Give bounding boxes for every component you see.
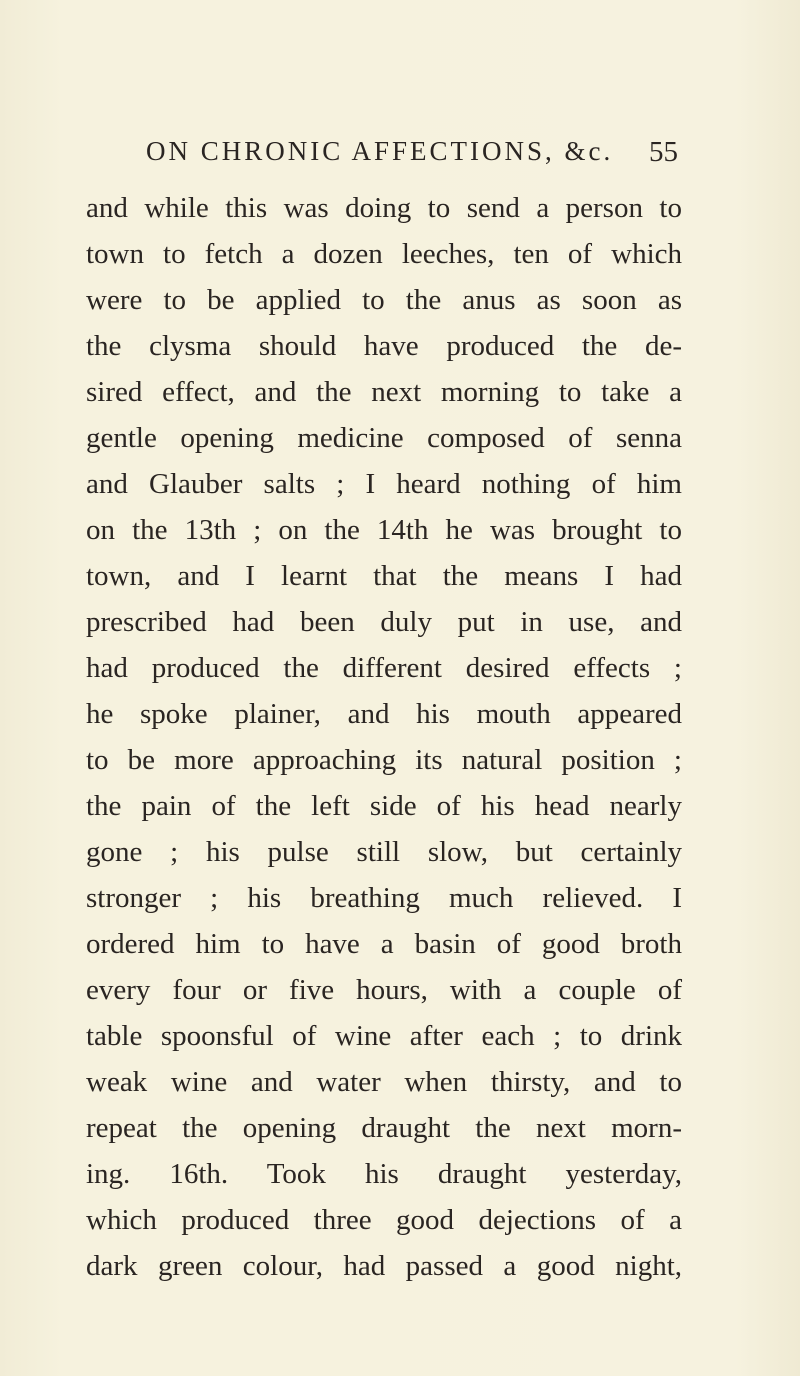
running-head <box>146 136 678 176</box>
text-line: weak wine and water when thirsty, and to <box>86 1066 682 1098</box>
text-line: sired effect, and the next morning to take a <box>86 376 682 408</box>
page-number: 55 <box>649 136 678 168</box>
text-line: table spoonsful of wine after each ; to drink <box>86 1020 682 1052</box>
text-line: and Glauber salts ; I heard nothing of him <box>86 468 682 500</box>
text-line: to be more approaching its natural position ; <box>86 744 682 776</box>
running-title: ON CHRONIC AFFECTIONS, &c. <box>146 136 614 166</box>
text-line: ing. 16th. Took his draught yesterday, <box>86 1158 682 1190</box>
text-line: gentle opening medicine composed of senna <box>86 422 682 454</box>
text-line: repeat the opening draught the next morn- <box>86 1112 682 1144</box>
text-line: were to be applied to the anus as soon as <box>86 284 682 316</box>
text-line: prescribed had been duly put in use, and <box>86 606 682 638</box>
text-line: dark green colour, had passed a good night, <box>86 1250 682 1282</box>
text-line: ordered him to have a basin of good broth <box>86 928 682 960</box>
text-line: town, and I learnt that the means I had <box>86 560 682 592</box>
text-line: gone ; his pulse still slow, but certainly <box>86 836 682 868</box>
text-line: which produced three good dejections of a <box>86 1204 682 1236</box>
text-line: stronger ; his breathing much relieved. I <box>86 882 682 914</box>
text-line: he spoke plainer, and his mouth appeared <box>86 698 682 730</box>
text-line: and while this was doing to send a person to <box>86 192 682 224</box>
text-line: the clysma should have produced the de- <box>86 330 682 362</box>
text-line: the pain of the left side of his head nearly <box>86 790 682 822</box>
text-line: had produced the different desired effects ; <box>86 652 682 684</box>
text-line: town to fetch a dozen leeches, ten of which <box>86 238 682 270</box>
text-line: every four or five hours, with a couple of <box>86 974 682 1006</box>
text-line: on the 13th ; on the 14th he was brought to <box>86 514 682 546</box>
